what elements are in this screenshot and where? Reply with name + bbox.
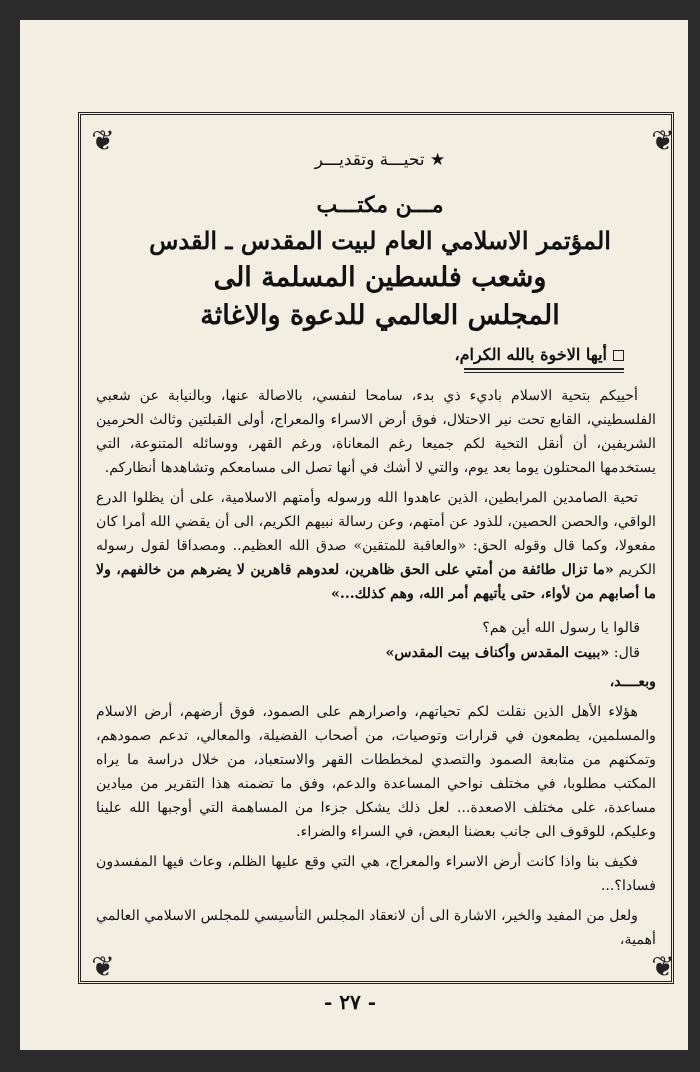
corner-ornament-icon: ❦: [651, 124, 675, 157]
salutation-underline: [464, 368, 624, 370]
corner-ornament-icon: ❦: [91, 950, 115, 983]
corner-ornament-icon: ❦: [91, 124, 115, 157]
question-answer: [96, 616, 656, 666]
salutation-text: أيها الاخوة بالله الكرام،: [454, 345, 607, 364]
paragraph-1: أحييكم بتحية الاسلام باديء ذي بدء، سامحا لنفسي، بالاصالة عنها، وبالنيابة عن شعبي الفلسطيني، القابع تحت نير الاحتلال، فوق أرض الاسراء والمعراج، أولى القبلتين وثالث الحرمين الشريفين، أن أنقل التحية لكم جميعا رغم المعاناة، ورغم القهر، ووسائله المتنوعة، التي يستخدمها المحتلون يوما بعد يوم، والتي لا أشك في أنها تصل الى مسامعكم وتشاهدها أنظاركم.: [96, 388, 656, 476]
salutation-underline: [464, 372, 624, 373]
answer-line: [96, 641, 640, 666]
square-bullet-icon: [613, 350, 624, 361]
greeting-heading: ★ تحيـــة وتقديـــر: [314, 150, 446, 170]
paragraph-2-text: تحية الصامدين المرابطين، الذين عاهدوا الله ورسوله وأمتهم الاسلامية، على أن يظلوا الدرع الواقي، والحصن الحصين، للذود عن أمتهم، وعن رسالة نبيهم الكريم، الى أن يقضي الله أمرا كان مفعولا، وكما قال وقوله الحق: «والعاقبة للمتقين» صدق الله العظيم.. ومصداقا لقول رسوله الكريم: [96, 490, 656, 578]
letter-body: [96, 384, 656, 958]
wabaad-heading: وبعــــد،: [609, 674, 656, 690]
title-line-3: المجلس العالمي للدعوة والاغاثة: [200, 300, 560, 331]
question-line: قالوا يا رسول الله أين هم؟: [482, 620, 640, 636]
answer-quote: «ببيت المقدس وأكناف بيت المقدس»: [385, 645, 610, 661]
paragraph-3: هؤلاء الأهل الذين نقلت لكم تحياتهم، واصرارهم على الصمود، فوق أرضهم، أرض الاسلام والمسلمين، يطمعون في قرارات وتوصيات، من أصحاب الفضيلة، والمعالي، تدعم صمودهم، وتمكنهم من متابعة الصمود والتصدي لمخططات القهر والاستعباد، من خلال دراسة ما يراه المكتب مطلوبا، في مختلف نواحي المساعدة والدعم، وفق ما تضمنه هذا التقرير من ميادين مساعدة، على مختلف الاصعدة... لعل ذلك يشكل جزءا من المساهمة التي أوجبها الله علينا وعليكم، للوقوف الى جانب بعضنا البعض، في السراء والضراء.: [96, 704, 656, 840]
answer-prefix: قال:: [613, 645, 640, 661]
salutation: [454, 345, 624, 364]
corner-ornament-icon: ❦: [651, 950, 675, 983]
title-line-1: المؤتمر الاسلامي العام لبيت المقدس ـ القدس: [149, 226, 611, 255]
paragraph-2: [96, 486, 656, 606]
title-line-2: وشعب فلسطين المسلمة الى: [213, 262, 547, 293]
hadith-quote: «ما تزال طائفة من أمتي على الحق ظاهرين، لعدوهم قاهرين لا يضرهم من خالفهم، ولا ما أصابهم من لأواء، حتى يأتيهم أمر الله، وهم كذلك...»: [96, 562, 656, 602]
paragraph-4: فكيف بنا واذا كانت أرض الاسراء والمعراج، هي التي وقع عليها الظلم، وعاث فيها المفسدون فسادا؟...: [96, 854, 656, 894]
from-office-heading: مـــن مكتـــب: [316, 192, 444, 218]
page-number: - ٢٧ -: [323, 990, 376, 1014]
paragraph-5: ولعل من المفيد والخير، الاشارة الى أن لانعقاد المجلس التأسيسي للمجلس الاسلامي العالمي أهمية،: [96, 908, 656, 948]
